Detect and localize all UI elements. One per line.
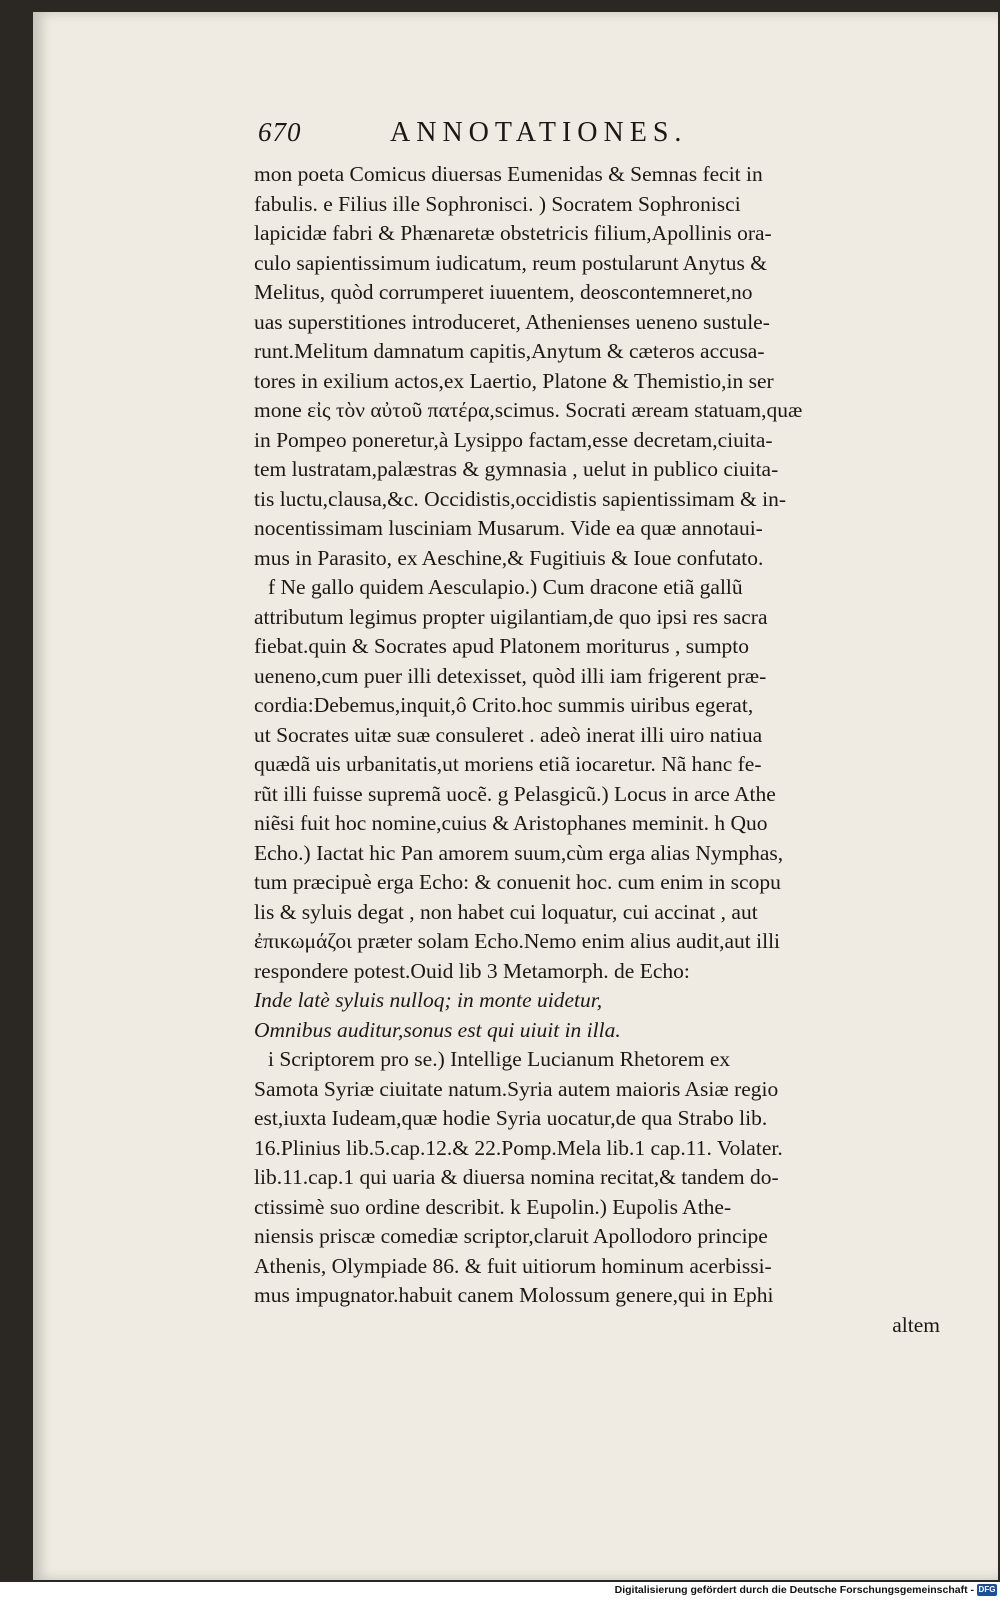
text-line: Omnibus auditur,sonus est qui uiuit in illa. — [254, 1017, 621, 1042]
annotation-text-block — [254, 160, 954, 1340]
text-line: cordia:Debemus,inquit,ô Crito.hoc summis uiribus egerat, — [254, 693, 754, 717]
text-line: fiebat.quin & Socrates apud Platonem moriturus , sumpto — [254, 634, 750, 658]
text-line: Inde latè syluis nulloq; in monte uidetur, — [254, 988, 603, 1012]
text-line: lib.11.cap.1 qui uaria & diuersa nomina recitat,& tandem do- — [254, 1165, 779, 1189]
text-line: rũt illi fuisse supremã uocẽ. g Pelasgicũ.) Locus in arce Athe — [254, 781, 776, 806]
text-line: tores in exilium actos,ex Laertio, Platone & Themistio,in ser — [254, 368, 774, 393]
funding-credit: Digitalisierung gefördert durch die Deutsche Forschungsgemeinschaft - — [614, 1584, 974, 1596]
text-line: runt.Melitum damnatum capitis,Anytum & cæteros accusa- — [254, 339, 765, 363]
text-line: Samota Syriæ ciuitate natum.Syria autem maioris Asiæ regio — [254, 1076, 779, 1101]
text-line: tem lustratam,palæstras & gymnasia , uelut in publico ciuita- — [254, 457, 779, 481]
text-line: niẽsi fuit hoc nomine,cuius & Aristophanes meminit. h Quo — [254, 811, 768, 835]
text-line: mone εἰς τὸν αὐτοῦ πατέρα,scimus. Socrati æream statuam,quæ — [254, 398, 803, 422]
text-line: tum præcipuè erga Echo: & conuenit hoc. cum enim in scopu — [254, 870, 781, 894]
text-line: i Scriptorem pro se.) Intellige Lucianum Rhetorem ex — [268, 1047, 731, 1071]
text-line: uas superstitiones introduceret, Athenienses ueneno sustule- — [254, 309, 770, 334]
page-header — [258, 117, 798, 157]
text-line: quædã uis urbanitatis,ut moriens etiã iocaretur. Nã hanc fe- — [254, 752, 762, 776]
text-line: fabulis. e Filius ille Sophronisci. ) Socratem Sophronisci — [254, 191, 741, 216]
text-line: respondere potest.Ouid lib 3 Metamorph. de Echo: — [254, 958, 690, 983]
text-line: ἐπικωμάζοι præter solam Echo.Nemo enim alius audit,aut illi — [254, 929, 781, 953]
text-line: niensis priscæ comediæ scriptor,claruit Apollodoro principe — [254, 1224, 768, 1248]
running-title: ANNOTATIONES. — [390, 117, 688, 148]
text-line: ueneno,cum puer illi detexisset, quòd illi iam frigerent præ- — [254, 663, 767, 688]
text-line: mon poeta Comicus diuersas Eumenidas & Semnas fecit in — [254, 162, 763, 186]
text-line: ctissimè suo ordine describit. k Eupolin.) Eupolis Athe- — [254, 1194, 732, 1219]
text-line: in Pompeo poneretur,à Lysippo factam,esse decretam,ciuita- — [254, 427, 773, 452]
text-line: mus in Parasito, ex Aeschine,& Fugitiuis & Ioue confutato. — [254, 545, 764, 570]
text-line: lis & syluis degat , non habet cui loquatur, cui accinat , aut — [254, 899, 758, 924]
text-line: f Ne gallo quidem Aesculapio.) Cum dracone etiã gallũ — [268, 575, 743, 599]
dfg-logo: DFG — [978, 1585, 996, 1594]
text-line: Athenis, Olympiade 86. & fuit uitiorum hominum acerbissi- — [254, 1253, 772, 1278]
text-line: nocentissimam lusciniam Musarum. Vide ea quæ annotaui- — [254, 516, 763, 540]
text-line: est,iuxta Iudeam,quæ hodie Syria uocatur,de qua Strabo lib. — [254, 1106, 768, 1130]
text-line: Melitus, quòd corrumperet iuuentem, deoscontemneret,no — [254, 280, 753, 304]
text-line: Echo.) Iactat hic Pan amorem suum,cùm erga alias Nymphas, — [254, 840, 784, 865]
digitization-footer — [0, 1582, 1000, 1600]
text-line: ut Socrates uitæ suæ consuleret . adeò inerat illi uiro natiua — [254, 722, 763, 747]
page-number: 670 — [258, 117, 302, 147]
text-line: mus impugnator.habuit canem Molossum genere,qui in Ephi — [254, 1283, 774, 1307]
text-line: attributum legimus propter uigilantiam,de quo ipsi res sacra — [254, 604, 768, 629]
text-line: tis luctu,clausa,&c. Occidistis,occidistis sapientissimam & in- — [254, 486, 787, 511]
catchword: altem — [892, 1312, 940, 1337]
text-line: culo sapientissimum iudicatum, reum postularunt Anytus & — [254, 250, 767, 275]
text-line: lapicidæ fabri & Phænaretæ obstetricis filium,Apollinis ora- — [254, 221, 772, 245]
text-line: 16.Plinius lib.5.cap.12.& 22.Pomp.Mela lib.1 cap.11. Volater. — [254, 1135, 783, 1160]
